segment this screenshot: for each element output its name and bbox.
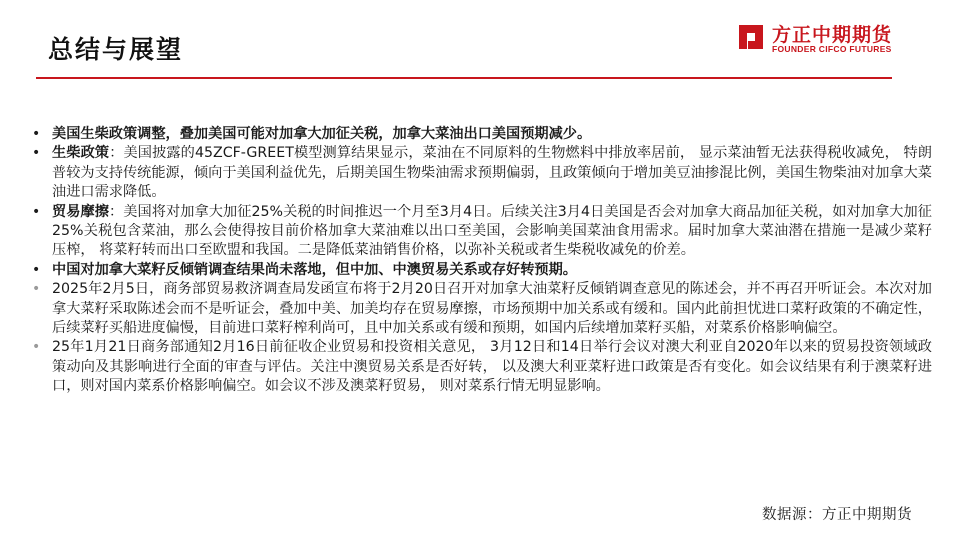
bullet-icon: • bbox=[32, 261, 41, 278]
bullet-icon: • bbox=[32, 145, 41, 162]
founder-logo-icon bbox=[736, 22, 766, 52]
list-item-text: 中国对加拿大菜籽反倾销调查结果尚未落地，但中加、中澳贸易关系或存好转预期。 bbox=[52, 261, 577, 278]
data-source: 数据源：方正中期期货 bbox=[762, 507, 912, 523]
list-item-text: ：美国披露的45ZCF-GREET模型测算结果显示，菜油在不同原料的生物燃料中排放率居前， 显示菜油暂无法获得税收减免， 特朗普较为支持传统能源，倾向于美国利益优先，后期美国生物柴油需求预期偏弱，且政策倾向于增加美豆油掺混比例，美国生物柴油对加拿大菜油进口需求降低。 bbox=[52, 145, 932, 201]
bullet-icon: • bbox=[32, 281, 41, 298]
company-logo bbox=[736, 20, 896, 58]
bullet-icon: • bbox=[32, 339, 41, 356]
list-item-term: 贸易摩擦 bbox=[52, 203, 109, 220]
list-item-us-biodiesel bbox=[32, 125, 932, 144]
bullet-icon: • bbox=[32, 126, 41, 142]
list-item-australia bbox=[32, 338, 932, 396]
page-title: 总结与展望 bbox=[48, 35, 184, 64]
list-item-text: 2025年2月5日，商务部贸易救济调查局发函宣布将于2月20日召开对加拿大油菜籽反倾销调查意见的陈述会，并不再召开听证会。本次对加拿大菜籽采取陈述会而不是听证会，叠加中美、加美均存在贸易摩擦，市场预期中加关系或有缓和。国内此前担忧进口菜籽政策的不确定性， 后续菜籽买船进度偏慢，目前进口菜籽榨利尚可，且中加关系或有缓和预期，如国内后续增加菜籽买船，对菜系价格影响偏空。 bbox=[52, 281, 932, 337]
summary-list bbox=[32, 125, 932, 397]
list-item-hearing bbox=[32, 280, 932, 338]
list-item-text: 25年1月21日商务部通知2月16日前征收企业贸易和投资相关意见， 3月12日和14日举行会议对澳大利亚自2020年以来的贸易投资领域政策动向及其影响进行全面的审查与评估。关注中澳贸易关系是否好转， 以及澳大利亚菜籽进口政策是否有变化。如会议结果有利于澳菜籽进口，则对国内菜系价格影响偏空。如会议不涉及澳菜籽贸易， 则对菜系行情无明显影响。 bbox=[52, 339, 932, 395]
list-item-term: 生柴政策 bbox=[52, 145, 110, 162]
logo-chinese-name: 方正中期期货 bbox=[772, 24, 893, 46]
logo-english-name: FOUNDER CIFCO FUTURES bbox=[772, 44, 892, 54]
list-item-text: 美国生柴政策调整，叠加美国可能对加拿大加征关税，加拿大菜油出口美国预期减少。 bbox=[52, 126, 592, 142]
header-divider bbox=[36, 77, 892, 79]
list-item-biodiesel-policy bbox=[32, 144, 932, 202]
list-item-antidumping bbox=[32, 261, 932, 280]
list-item-trade-friction bbox=[32, 203, 932, 261]
bullet-icon: • bbox=[32, 203, 41, 220]
list-item-text: ：美国将对加拿大加征25%关税的时间推迟一个月至3月4日。后续关注3月4日美国是否会对加拿大商品加征关税，如对加拿大加征25%关税包含菜油，那么会使得按目前价格加拿大菜油难以出口至美国，会影响美国菜油食用需求。届时加拿大菜油潜在措施一是减少菜籽压榨， 将菜籽转而出口至欧盟和我国。二是降低菜油销售价格，以弥补关税或者生柴税收减免的价差。 bbox=[52, 203, 932, 259]
